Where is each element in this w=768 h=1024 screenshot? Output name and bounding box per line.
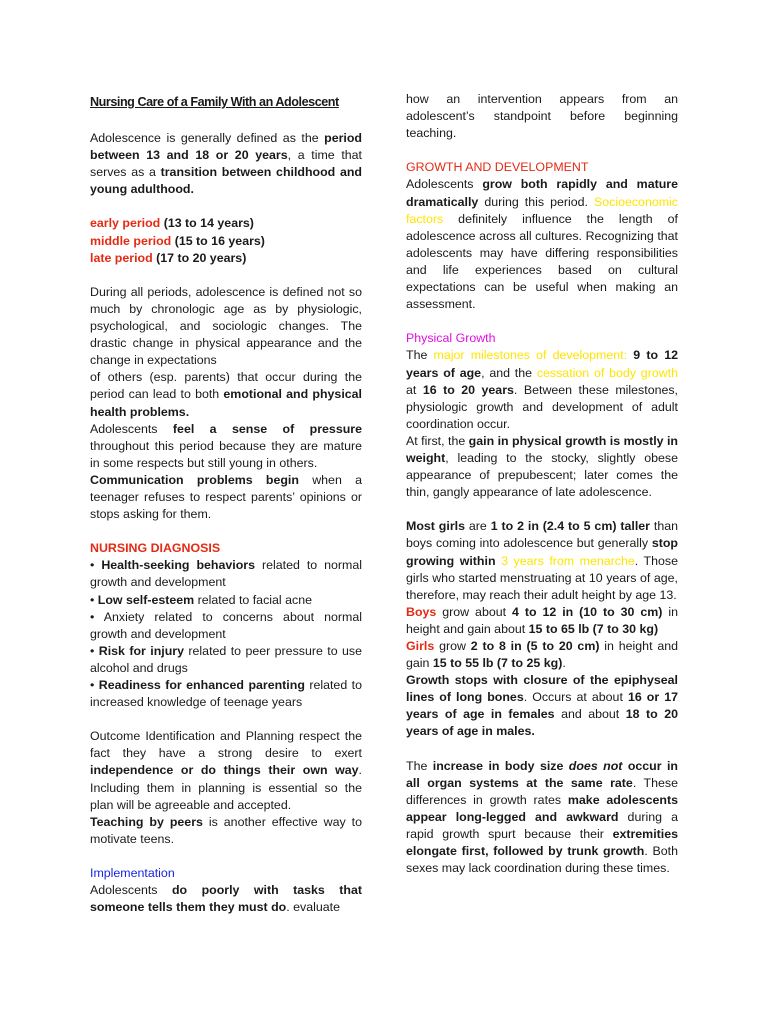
diagnosis-item: • Readiness for enhanced parenting related to increased knowledge of teenage years — [90, 678, 362, 710]
milestones-paragraph: The major milestones of development: 9 to 12 years of age, and the cessation of body growth at 16 to 20 years. Between these milestones, physiologic growth and development of adult coordination occur. — [406, 348, 679, 431]
peers-paragraph: Teaching by peers is another effective way to motivate teens. — [90, 814, 362, 846]
implementation-heading: Implementation — [90, 866, 175, 881]
document-title: Nursing Care of a Family With an Adolescent — [90, 95, 339, 109]
continuation-paragraph: how an intervention appears from an adolescent’s standpoint before beginning teaching. — [406, 92, 678, 141]
period-list — [90, 215, 362, 266]
diagnosis-item: • Anxiety related to concerns about normal growth and development — [90, 609, 362, 641]
left-column — [90, 130, 362, 916]
right-column — [406, 91, 678, 877]
period-early: early period (13 to 14 years) — [90, 216, 254, 231]
diagnosis-item: • Risk for injury related to peer pressure to use alcohol and drugs — [90, 643, 362, 675]
girls-growth-paragraph: Girls grow 2 to 8 in (5 to 20 cm) in height and gain 15 to 55 lb (7 to 25 kg). — [406, 639, 679, 671]
physical-growth-heading: Physical Growth — [406, 331, 496, 346]
intro-paragraph: Adolescence is generally defined as the period between 13 and 18 or 20 years, a time that serves as a transition between childhood and young adulthood. — [90, 131, 362, 197]
period-late: late period (17 to 20 years) — [90, 250, 247, 265]
during-paragraph: During all periods, adolescence is defined not so much by chronologic age as by physiologic, psychological, and sociologic changes. The drastic change in physical appearance and the change in expectations of others (esp. parents) that occur during the period can lead to both emotional and physical health problems. — [90, 284, 362, 419]
growth-stops-paragraph: Growth stops with closure of the epiphyseal lines of long bones. Occurs at about 16 or 17 years of age in females and about 18 to 20 years of age in males. — [406, 673, 678, 739]
nursing-diagnosis-heading: NURSING DIAGNOSIS — [90, 541, 221, 556]
boys-growth-paragraph: Boys grow about 4 to 12 in (10 to 30 cm) in height and gain about 15 to 65 lb (7 to 30 kg) — [406, 604, 678, 636]
growth-development-paragraph: Adolescents grow both rapidly and mature dramatically during this period. Socioeconomic factors definitely influence the length of adolescence across all cultures. Recognizing that adolescents may have differing responsibilities and life experiences based on cultural expectations can be useful when making an assessment. — [406, 177, 678, 312]
diagnosis-item: • Low self-esteem related to facial acne — [90, 592, 312, 607]
period-middle: middle period (15 to 16 years) — [90, 233, 265, 248]
growth-development-heading: GROWTH AND DEVELOPMENT — [406, 160, 589, 175]
girls-paragraph: Most girls are 1 to 2 in (2.4 to 5 cm) taller than boys coming into adolescence but generally stop growing within 3 years from menarche. Those girls who started menstruating at 10 years of age, therefore, may reach their adult height by age 13. — [406, 519, 678, 602]
first-paragraph: At first, the gain in physical growth is mostly in weight, leading to the stocky, slightly obese appearance of prepubescent; later comes the thin, gangly appearance of late adolescence. — [406, 433, 678, 500]
increase-paragraph: The increase in body size does not occur in all organ systems at the same rate. These differences in growth rates make adolescents appear long-legged and awkward during a rapid growth spurt because their extremities elongate first, followed by trunk growth. Both sexes may lack coordination during these times. — [406, 758, 679, 876]
pressure-paragraph: Adolescents feel a sense of pressure throughout this period because they are mature in some respects but still young in others. — [90, 421, 362, 470]
outcome-paragraph: Outcome Identification and Planning respect the fact they have a strong desire to exert independence or do things their own way. Including them in planning is essential so the plan will be agreeable and accepted. — [90, 729, 362, 812]
communication-paragraph: Communication problems begin when a teenager refuses to respect parents’ opinions or stops asking for them. — [90, 472, 362, 522]
diagnosis-item: • Health-seeking behaviors related to normal growth and development — [90, 558, 363, 590]
implementation-paragraph: Adolescents do poorly with tasks that someone tells them they must do. evaluate — [90, 883, 362, 915]
